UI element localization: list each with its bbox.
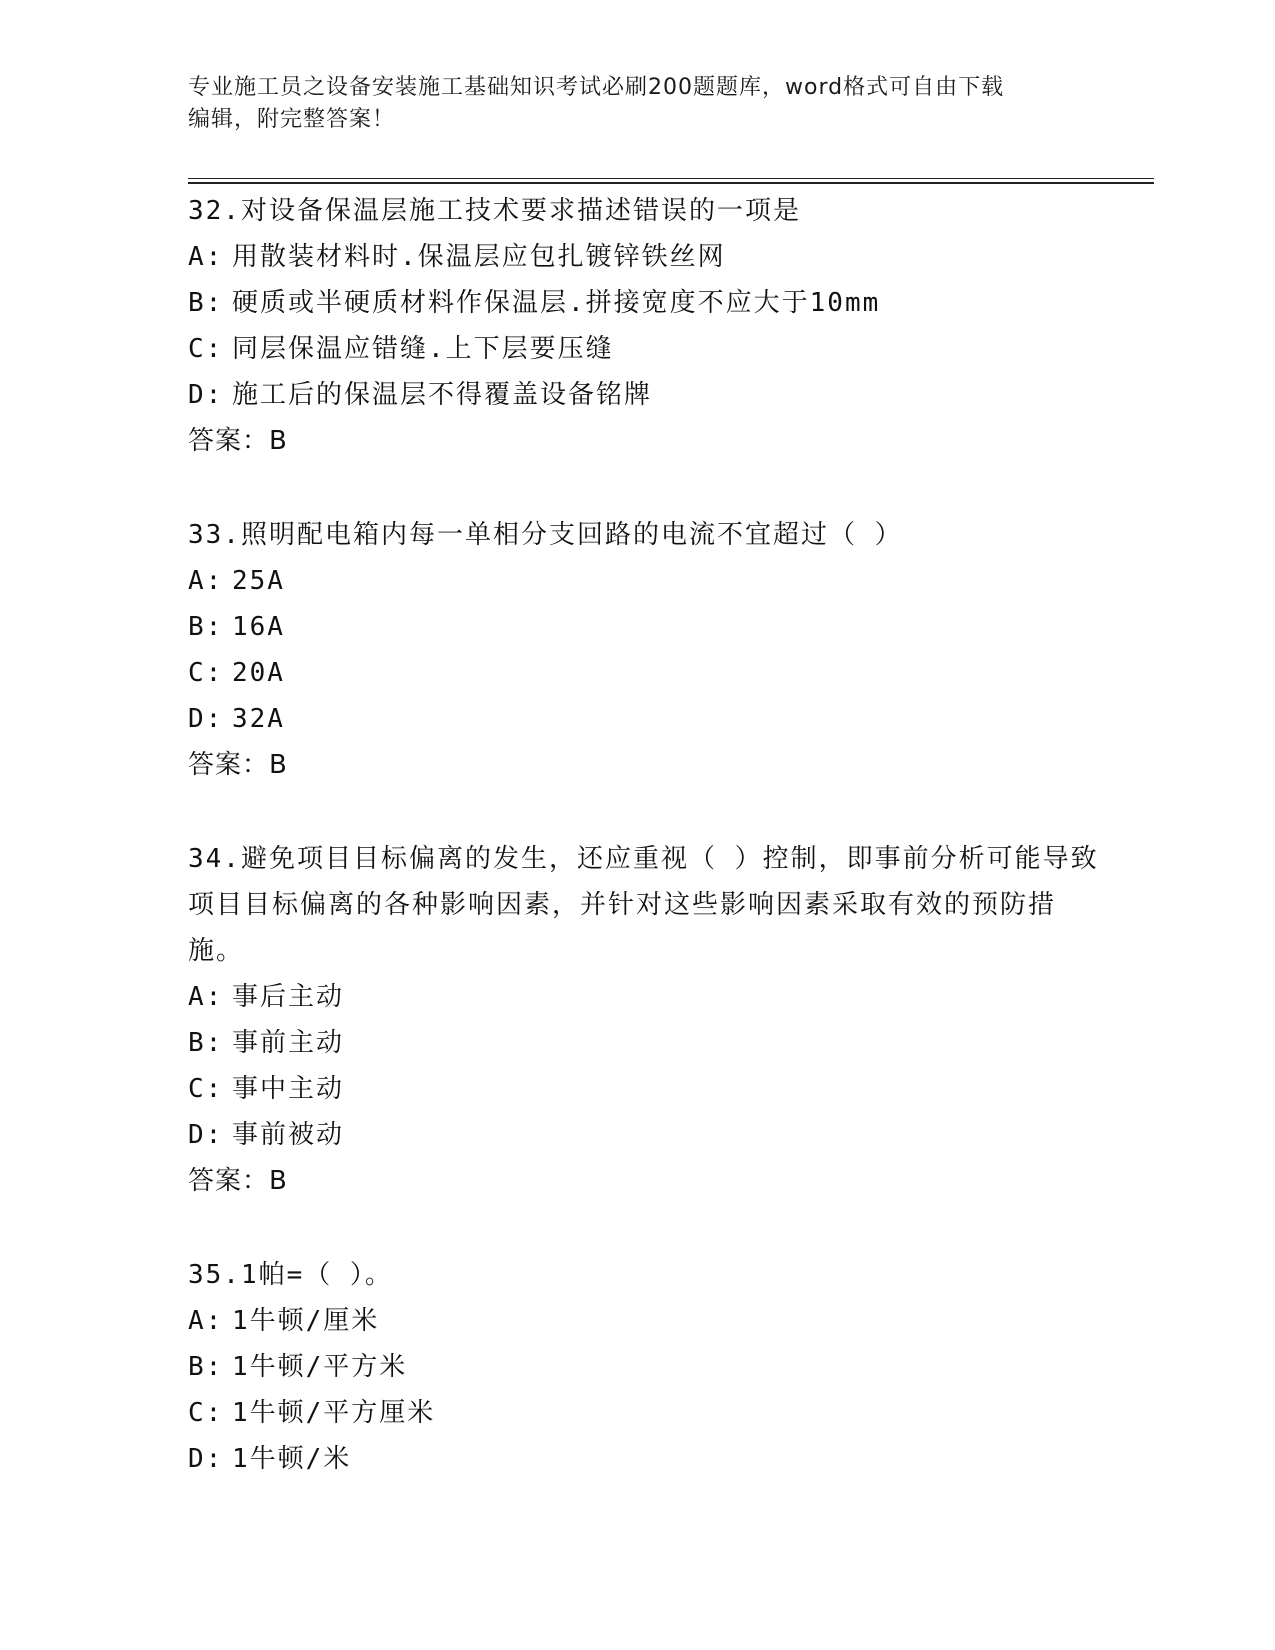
question-32 xyxy=(188,188,1108,464)
option-label: A: xyxy=(188,982,224,1012)
option-text: 施工后的保温层不得覆盖设备铭牌 xyxy=(232,380,653,410)
option-label: C: xyxy=(188,1074,224,1104)
option-label: D: xyxy=(188,704,224,734)
option-label: C: xyxy=(188,334,224,364)
header-divider-thick xyxy=(188,182,1154,184)
option-text: 1牛顿/平方厘米 xyxy=(232,1398,436,1428)
option-text: 1牛顿/厘米 xyxy=(232,1306,380,1336)
option-d xyxy=(188,372,1108,418)
option-b xyxy=(188,604,1108,650)
option-label: A: xyxy=(188,242,224,272)
option-text: 事后主动 xyxy=(232,982,345,1012)
option-c xyxy=(188,326,1108,372)
question-stem: 33.照明配电箱内每一单相分支回路的电流不宜超过（ ） xyxy=(188,520,903,550)
option-b xyxy=(188,280,1108,326)
option-text: 事前主动 xyxy=(232,1028,345,1058)
option-text: 同层保温应错缝.上下层要压缝 xyxy=(232,334,614,364)
answer-line: 答案：B xyxy=(188,750,288,780)
option-c xyxy=(188,650,1108,696)
option-text: 25A xyxy=(232,566,285,596)
answer-line: 答案：B xyxy=(188,1166,288,1196)
option-text: 用散装材料时.保温层应包扎镀锌铁丝网 xyxy=(232,242,726,272)
option-label: A: xyxy=(188,566,224,596)
option-a xyxy=(188,234,1108,280)
question-35 xyxy=(188,1252,1108,1482)
option-text: 1牛顿/米 xyxy=(232,1444,352,1474)
option-text: 16A xyxy=(232,612,285,642)
option-a xyxy=(188,1298,1108,1344)
question-stem: 35.1帕=（ ）。 xyxy=(188,1260,393,1290)
option-label: B: xyxy=(188,1352,224,1382)
option-text: 事前被动 xyxy=(232,1120,345,1150)
option-d xyxy=(188,696,1108,742)
question-34 xyxy=(188,836,1108,1204)
header-divider-thin xyxy=(188,178,1154,179)
option-a xyxy=(188,974,1108,1020)
option-d xyxy=(188,1112,1108,1158)
option-label: C: xyxy=(188,1398,224,1428)
header-line-1: 专业施工员之设备安装施工基础知识考试必刷200题题库，word格式可自由下载 xyxy=(188,75,1005,100)
question-33 xyxy=(188,512,1108,788)
option-label: D: xyxy=(188,1120,224,1150)
option-d xyxy=(188,1436,1108,1482)
option-a xyxy=(188,558,1108,604)
option-c xyxy=(188,1390,1108,1436)
question-stem: 32.对设备保温层施工技术要求描述错误的一项是 xyxy=(188,196,801,226)
answer-line: 答案：B xyxy=(188,426,288,456)
question-stem: 34.避免项目目标偏离的发生，还应重视（ ）控制，即事前分析可能导致项目目标偏离的各种影响因素，并针对这些影响因素采取有效的预防措施。 xyxy=(188,844,1099,966)
option-c xyxy=(188,1066,1108,1112)
header-line-2: 编辑，附完整答案！ xyxy=(188,107,396,132)
question-list xyxy=(188,188,1108,1530)
option-b xyxy=(188,1344,1108,1390)
option-label: D: xyxy=(188,380,224,410)
option-text: 事中主动 xyxy=(232,1074,345,1104)
option-text: 32A xyxy=(232,704,285,734)
option-text: 20A xyxy=(232,658,285,688)
option-label: B: xyxy=(188,288,224,318)
document-header xyxy=(188,72,1068,136)
option-text: 硬质或半硬质材料作保温层.拼接宽度不应大于10mm xyxy=(232,288,881,318)
option-label: C: xyxy=(188,658,224,688)
option-label: A: xyxy=(188,1306,224,1336)
option-text: 1牛顿/平方米 xyxy=(232,1352,408,1382)
option-label: B: xyxy=(188,1028,224,1058)
option-b xyxy=(188,1020,1108,1066)
option-label: D: xyxy=(188,1444,224,1474)
option-label: B: xyxy=(188,612,224,642)
